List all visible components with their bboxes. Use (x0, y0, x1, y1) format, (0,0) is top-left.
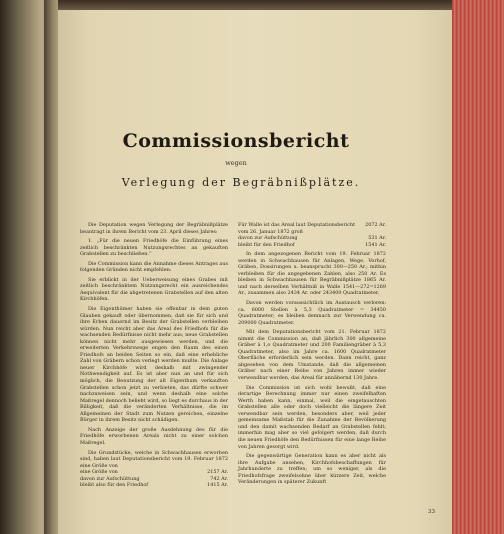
row-label: davon zur Aufschüttung (238, 235, 298, 242)
table-row (80, 482, 228, 489)
row-value: 1541 Ar. (365, 241, 386, 248)
row-value: 1415 Ar. (207, 482, 228, 489)
page-title: Commissionsbericht (122, 130, 350, 152)
paragraph: Die Commission ist sich wohl bewußt, daß eine derartige Berechnung immer nur einen zweifelhaften Werth haben kann, einmal, weil die eingetauschten Grabstellen alle oder doch vielleicht die längere Zeit verwendbar sein werden, besonders aber, weil jeder gemeinsame Maßstab für die Zunahme der Bevölkerung und den damit wachsenden Bedarf an Grabstellen fehlt; immerhin mag aber so viel gefolgert werden, daß durch die neuen Friedhöfe den Bedürfnissen für eine lange Reihe von Jahren gesorgt wird. (238, 384, 386, 450)
red-page-edges (452, 0, 504, 534)
page-subtitle: Verlegung der Begräbnißplätze. (121, 176, 361, 189)
row-value: 2072 Ar. (365, 222, 386, 228)
table-row (238, 242, 386, 249)
paragraph: In dem angezogenen Bericht vom 19. Februar 1872 werden in Schwachhausen für Anlagen, Wege, Vorhof, Gräben, Dossirungen u. beansprucht 300—250 Ar.; mithin verbleiben für die angegebenen Zahlen, also 250 Ar. Es bleiben in Schwachhausen für Begräbnißplätze 1865 Ar. und nach derselben Verhältniß in Walle 1541—272=1269 Ar., zusammen also 2434 Ar. oder 243400 Quadratmeter. (238, 251, 386, 297)
row-value: 742 Ar. (210, 475, 228, 482)
table-row (238, 222, 386, 235)
row-label: davon zur Aufschüttung (80, 475, 140, 482)
row-value: 2157 Ar. (207, 469, 228, 476)
page-top-edge (58, 0, 504, 10)
subtitle-wegen: wegen (225, 159, 247, 167)
row-label: Für Walle ist das Areal laut Deputationsbericht vom 26. Januar 1872 groß (238, 222, 356, 235)
paragraph: Die Grundstücke, welche in Schwachhausen erworben sind, haben laut Deputationsbericht vom 19. Februar 1872 eine Größe von (80, 449, 228, 469)
page-number: 33 (428, 509, 435, 515)
paragraph: Die Commission kann die Annahme dieses Antrages aus folgenden Gründen nicht empfehlen: (80, 260, 228, 274)
paragraph: Sie erblickt in der Ueberweisung eines Grabes mit zeitlich beschränktem Nutzungsrecht ein ausreichendes Aequivalent für die abgetretenen Grabstellen auf den alten Kirchhöfen. (80, 276, 228, 303)
paragraph: Die Deputation wegen Verlegung der Begräbnißplätze beantragt in ihrem Bericht vom 23. April dieses Jahres: (80, 222, 228, 235)
row-value: 531 Ar. (368, 235, 386, 242)
paragraph: Die gegenwärtige Generation kann es aber nicht als ihre Aufgabe ansehen, Kirchhofsbeschaffungen für Jahrhunderte zu treffen; um so weniger, als die Friedhofsfrage zweifelsohne über kürzere Zeit, welche Veränderungen in späterer Zukunft (238, 453, 386, 486)
right-text-column (238, 222, 386, 486)
paragraph: Davon werden voraussichtlich im Austausch verloren: ca. 6000 Stellen à 5,3 Quadratmeter = 34450 Quadratmeter; es bleiben demnach zur Verwendung ca. 209000 Quadratmeter. (238, 300, 386, 326)
paragraph: Die Eigenthümer haben sie offenbar in dem guten Glauben gekauft oder übernommen, daß sie für sich und ihre Erben dauernd im Besitz der Grabstellen verbleiben würden. Nun reicht aber das Areal des Friedhofs für die wachsenden Bedürfnisse nicht mehr aus; neue Grabstellen können nicht mehr ausgewiesen werden, und die erweiterten Verkehrswege engen den Raum des einen Friedhofs an beiden Seiten so ein, daß eine erhebliche Zahl von Gräbern schon verlegt werden mußte. Die Anlage neuer Kirchhöfe wird deshalb mit zwingender Nothwendigkeit auf. Es ist aber nun an und für sich möglich, die Benutzung der alt Eigenthum verkauften Grabstellen schon jetzt zu verbieten, das dürfte schwer nachzuweisen sein, und wenn deshalb eine solche Maßregel dennoch beliebt wird, so liegt es durchaus in der Billigkeit, daß die veränderten Verhältnisse, die im Allgemeinen der Stadt zum Nutzen gereichen, einzelne Bürger in ihrem Besitz nicht schädigen. (80, 306, 228, 424)
left-text-column (80, 222, 228, 489)
paragraph: Nach Anzeige der große Ausdehnung des für die Friedhöfe erworbenen Areals nicht zu einer solchen Maßregel. (80, 426, 228, 446)
paragraph: Mit dem Deputationsbericht vom 21. Februar 1872 nimmt die Commission an, daß jährlich 300 allgemeine Gräber à 1,o Quadratmeter und 200 Familiengräber à 5,3 Quadratmeter, also im Jahre ca. 1600 Quadratmeter Oberfläche erforderlich sein werden. Dann reicht, ganz abgesehen von dem Umstande, daß die allgemeinen Gräber nach einer Reihe von Jahren immer wieder verwendbar werden, das Areal für annähernd 130 Jahre. (238, 329, 386, 382)
paragraph: 1. „Für die neuen Friedhöfe die Einführung eines zeitlich beschränkten Nutzungsrechtes an gekauften Grabstellen zu beschließen.“ (80, 238, 228, 258)
row-label: bleibt also für den Friedhof (80, 482, 149, 489)
row-label: eine Größe von (80, 469, 118, 476)
row-label: bleibt für den Friedhof (238, 241, 295, 248)
